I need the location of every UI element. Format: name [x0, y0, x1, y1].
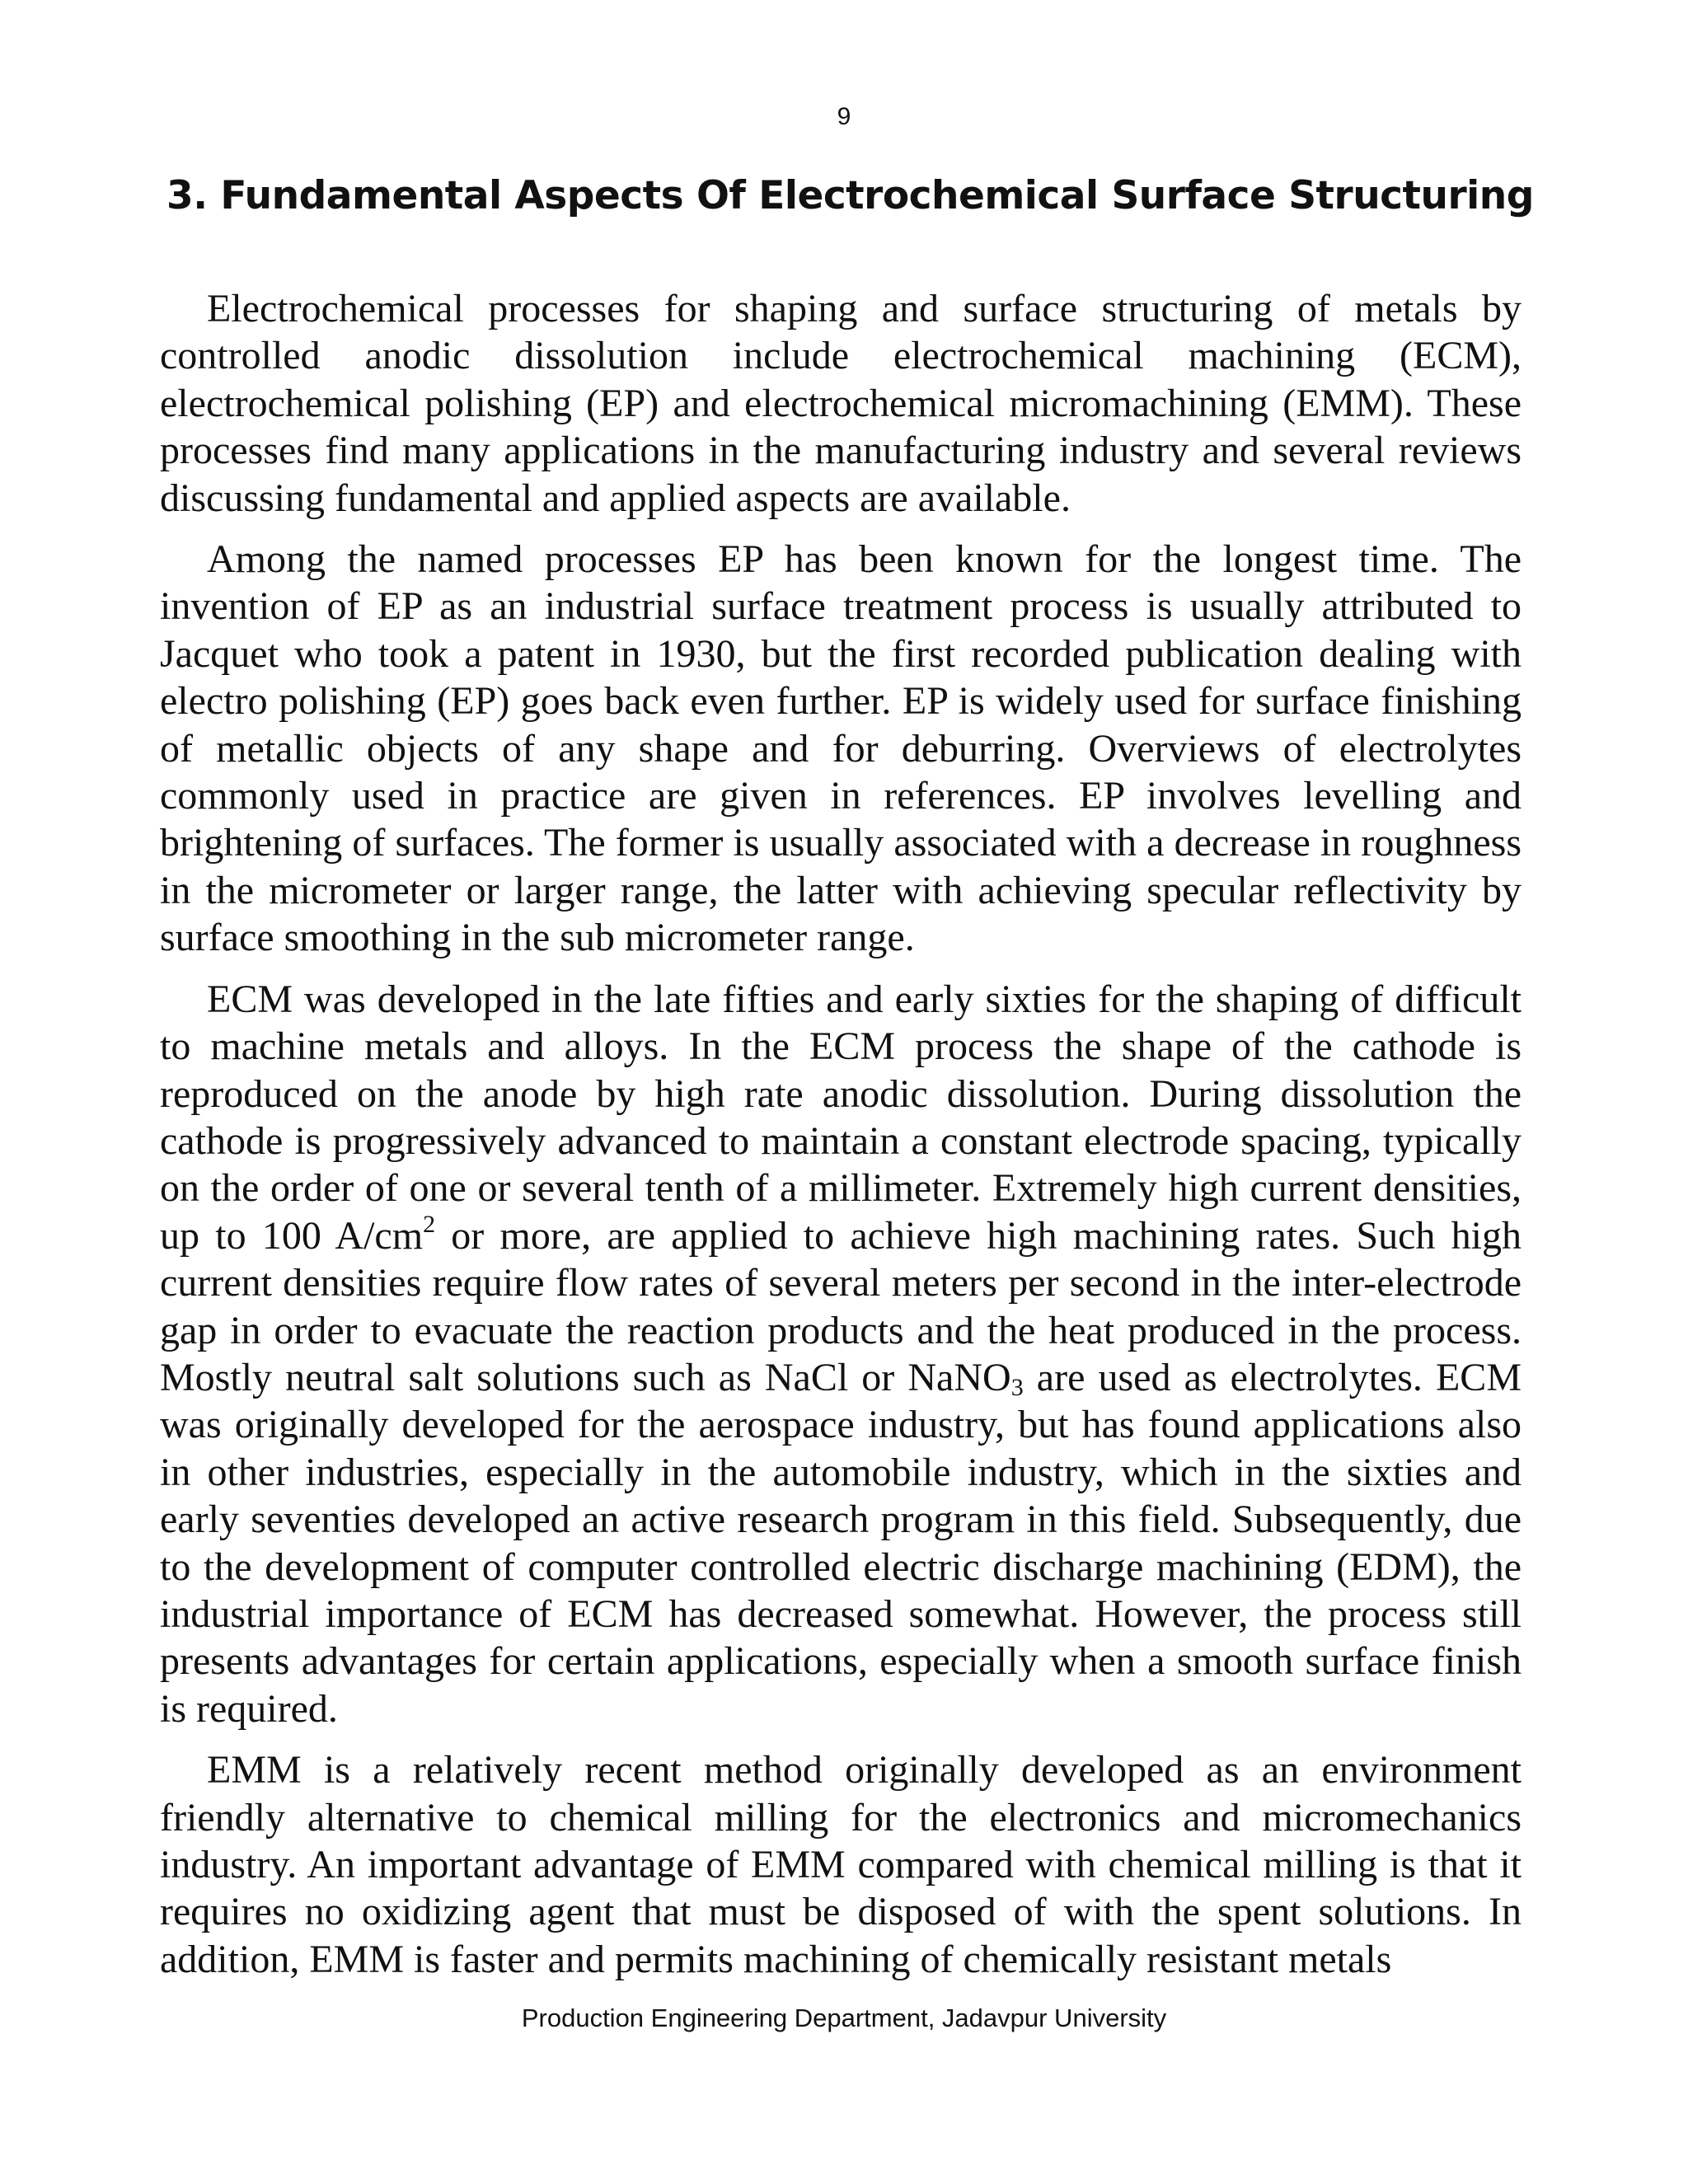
page-footer: Production Engineering Department, Jadavpur University [521, 2004, 1167, 2032]
superscript-2: 2 [423, 1210, 436, 1238]
paragraph-ecm-part1: ECM was developed in the late fifties and early sixties for the shaping of difficult to machine metals and alloys. In the ECM process the shape of the cathode is reproduced on the anode by high rate anodic dissolution. During dissolution the cathode is progressively advanced to maintain a constant electrode spacing, typically on the order of one or several tenth of a millimeter. Extremely high current densities, up to 100 A/cm [160, 977, 1522, 1258]
paragraph-ecm [160, 976, 1522, 1733]
paragraph-ecm-part3: are used as electrolytes. ECM was originally developed for the aerospace industry, but has found applications also in other industries, especially in the automobile industry, which in the sixties and early seventies developed an active research program in this field. Subsequently, due to the development of computer controlled electric discharge machining (EDM), the industrial importance of ECM has decreased somewhat. However, the process still presents advantages for certain applications, especially when a smooth surface finish is required. [160, 1355, 1522, 1731]
paragraph-emm: EMM is a relatively recent method originally developed as an environment friendly alternative to chemical milling for the electronics and micromechanics industry. An important advantage of EMM compared with chemical milling is that it requires no oxidizing agent that must be disposed of with the spent solutions. In addition, EMM is faster and permits machining of chemically resistant metals [160, 1748, 1522, 1981]
page-number: 9 [837, 103, 851, 130]
body-text [160, 285, 1522, 1997]
subscript-3: 3 [1010, 1373, 1024, 1401]
paragraph-ep: Among the named processes EP has been known for the longest time. The invention of EP as an industrial surface treatment process is usually attributed to Jacquet who took a patent in 1930, but the first recorded publication dealing with electro polishing (EP) goes back even further. EP is widely used for surface finishing of metallic objects of any shape and for deburring. Overviews of electrolytes commonly used in practice are given in references. EP involves levelling and brightening of surfaces. The former is usually associated with a decrease in roughness in the micrometer or larger range, the latter with achieving specular reflectivity by surface smoothing in the sub micrometer range. [160, 537, 1522, 960]
paragraph-ecm-part2: or more, are applied to achieve high machining rates. Such high current densities require flow rates of several meters per second in the inter-electrode gap in order to evacuate the reaction products and the heat produced in the process. Mostly neutral salt solutions such as NaCl or NaNO [160, 1213, 1522, 1399]
paragraph-intro: Electrochemical processes for shaping and surface structuring of metals by controlled anodic dissolution include electrochemical machining (ECM), electrochemical polishing (EP) and electrochemical micromachining (EMM). These processes find many applications in the manufacturing industry and several reviews discussing fundamental and applied aspects are available. [160, 287, 1522, 520]
section-heading: 3. Fundamental Aspects Of Electrochemical Surface Structuring [166, 173, 1534, 218]
